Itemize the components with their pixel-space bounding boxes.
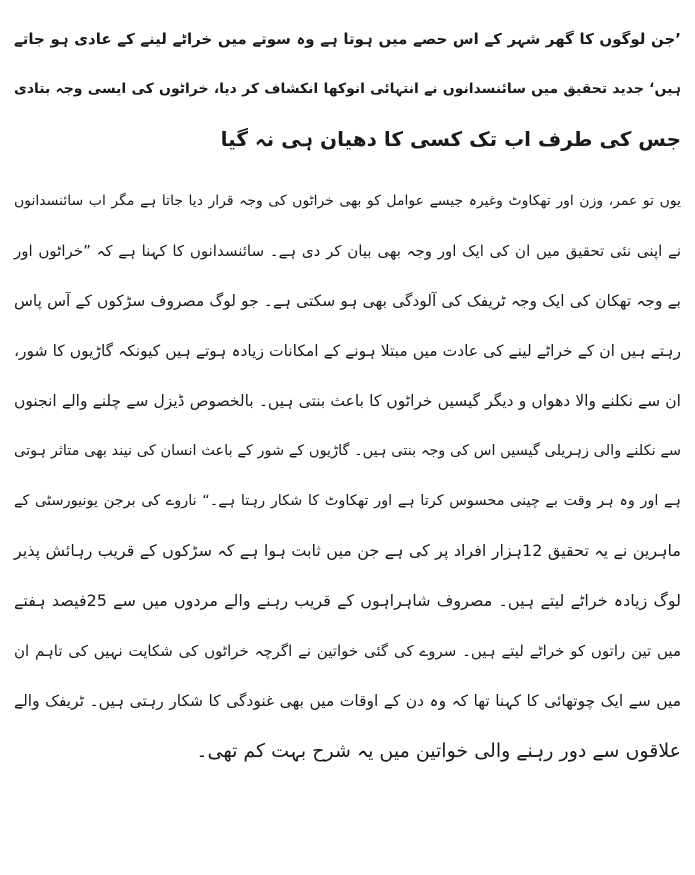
article-headline [14, 0, 681, 164]
body-line: ماہرین نے یہ تحقیق 12ہزار افراد پر کی ہے جن میں ثابت ہوا ہے کہ سڑکوں کے قریب رہائش پذیر [14, 541, 682, 560]
body-line: لوگ زیادہ خراٹے لیتے ہیں۔ مصروف شاہراہوں کے قریب رہنے والے مردوں میں سے 25فیصد ہفتے [14, 591, 682, 610]
body-line: علاقوں سے دور رہنے والی خواتین میں یہ شرح بہت کم تھی۔ [196, 740, 681, 762]
body-line: سے نکلنے والی زہریلی گیسیں اس کی وجہ بنتی ہیں۔ گاڑیوں کے شور کے باعث انسان کی نیند بھی متاثر ہوتی [14, 443, 681, 459]
body-line: یوں تو عمر، وزن اور تھکاوٹ وغیرہ جیسے عوامل کو بھی خراٹوں کی وجہ قرار دیا جاتا ہے مگر اب سائنسدانوں [14, 193, 681, 209]
headline-line: ’جن لوگوں کا گھر شہر کے اس حصے میں ہوتا ہے وہ سوتے میں خراٹے لینے کے عادی ہو جاتے [14, 30, 681, 48]
body-line: بے وجہ تھکان کی ایک وجہ ٹریفک کی آلودگی بھی ہو سکتی ہے۔ جو لوگ مصروف سڑکوں کے آس پاس [14, 292, 681, 310]
body-line: نے اپنی نئی تحقیق میں ان کی ایک اور وجہ بھی بیان کر دی ہے۔ سائنسدانوں کا کہنا ہے کہ ”خراٹوں اور [14, 242, 681, 260]
body-line: رہتے ہیں ان کے خراٹے لینے کی عادت میں مبتلا ہونے کے امکانات زیادہ ہوتے ہیں کیونکہ گاڑیوں کا شور، [14, 342, 681, 360]
headline-line: ہیں‘ جدید تحقیق میں سائنسدانوں نے انتہائی انوکھا انکشاف کر دیا، خراٹوں کی ایسی وجہ بتادی [14, 81, 681, 97]
body-line: میں سے ایک چوتھائی کا کہنا تھا کہ وہ دن کے اوقات میں بھی غنودگی کا شکار رہتی ہیں۔ ٹریفک والے [14, 692, 681, 710]
body-line: میں تین راتوں کو خراٹے لیتے ہیں۔ سروے کی گئی خواتین نے اگرچہ خراٹوں کی شکایت نہیں کی تاہم ان [14, 642, 681, 660]
article [14, 0, 681, 776]
article-body [14, 164, 681, 776]
body-line: ہے اور وہ ہر وقت بے چینی محسوس کرتا ہے اور تھکاوٹ کا شکار رہتا ہے۔“ ناروے کی برجن یونیورسٹی کے [14, 493, 681, 509]
body-line: ان سے نکلنے والا دھواں و دیگر گیسیں خراٹوں کا باعث بنتی ہیں۔ بالخصوص ڈیزل سے چلنے والے انجنوں [14, 392, 681, 410]
headline-line: جس کی طرف اب تک کسی کا دھیان ہی نہ گیا [220, 127, 681, 151]
